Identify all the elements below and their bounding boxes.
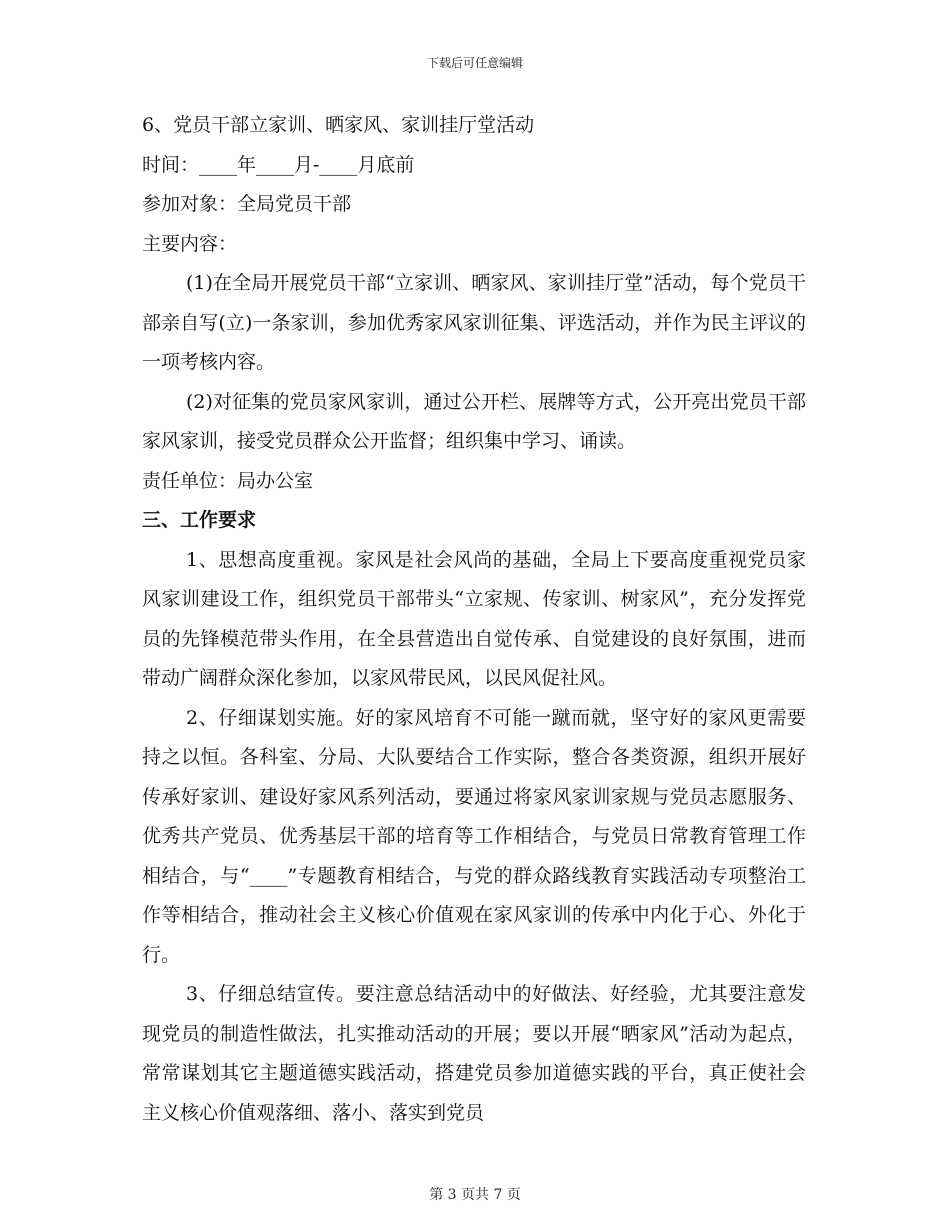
page-header: 下载后可任意编辑 xyxy=(426,56,523,70)
item6-paragraph-1: (1)在全局开展党员干部“立家训、晒家风、家训挂厅堂”活动，每个党员干部亲自写(立)一条家训，参加优秀家风家训征集、评选活动，并作为民主评议的一项考核内容。 xyxy=(142,272,806,373)
item6-content-label: 主要内容： xyxy=(142,232,238,255)
item6-target: 参加对象：全局党员干部 xyxy=(142,193,352,215)
page-footer: 第 3 页共 7 页 xyxy=(429,1187,521,1203)
requirement-1: 1、思想高度重视。家风是社会风尚的基础，全局上下要高度重视党员家风家训建设工作，组织党员干部带头“立家规、传家训、树家风”，充分发挥党员的先锋模范带头作用，在全县营造出自觉传承、自觉建设的良好氛围，进而带动广阔群众深化参加，以家风带民风，以民风促社风。 xyxy=(142,548,806,689)
item6-responsible-unit: 责任单位：局办公室 xyxy=(142,469,314,492)
requirement-2: 2、仔细谋划实施。好的家风培育不可能一蹴而就，坚守好的家风更需要持之以恒。各科室、分局、大队要结合工作实际，整合各类资源，组织开展好传承好家训、建设好家风系列活动，要通过将家风家训家规与党员志愿服务、优秀共产党员、优秀基层干部的培育等工作相结合，与党员日常教育管理工作相结合，与“____”专题教育相结合，与党的群众路线教育实践活动专项整治工作等相结合，推动社会主义核心价值观在家风家训的传承中内化于心、外化于行。 xyxy=(142,706,806,966)
item6-time: 时间：____年____月-____月底前 xyxy=(142,153,415,176)
document-body xyxy=(142,106,806,1133)
item6-title: 6、党员干部立家训、晒家风、家训挂厅堂活动 xyxy=(142,114,535,136)
section-heading: 三、工作要求 xyxy=(142,509,257,531)
requirement-3: 3、仔细总结宣传。要注意总结活动中的好做法、好经验，尤其要注意发现党员的制造性做法，扎实推动活动的开展；要以开展“晒家风”活动为起点，常常谋划其它主题道德实践活动，搭建党员参加道德实践的平台，真正使社会主义核心价值观落细、落小、落实到党员 xyxy=(142,983,806,1124)
item6-paragraph-2: (2)对征集的党员家风家训，通过公开栏、展牌等方式，公开亮出党员干部家风家训，接受党员群众公开监督；组织集中学习、诵读。 xyxy=(142,390,806,452)
